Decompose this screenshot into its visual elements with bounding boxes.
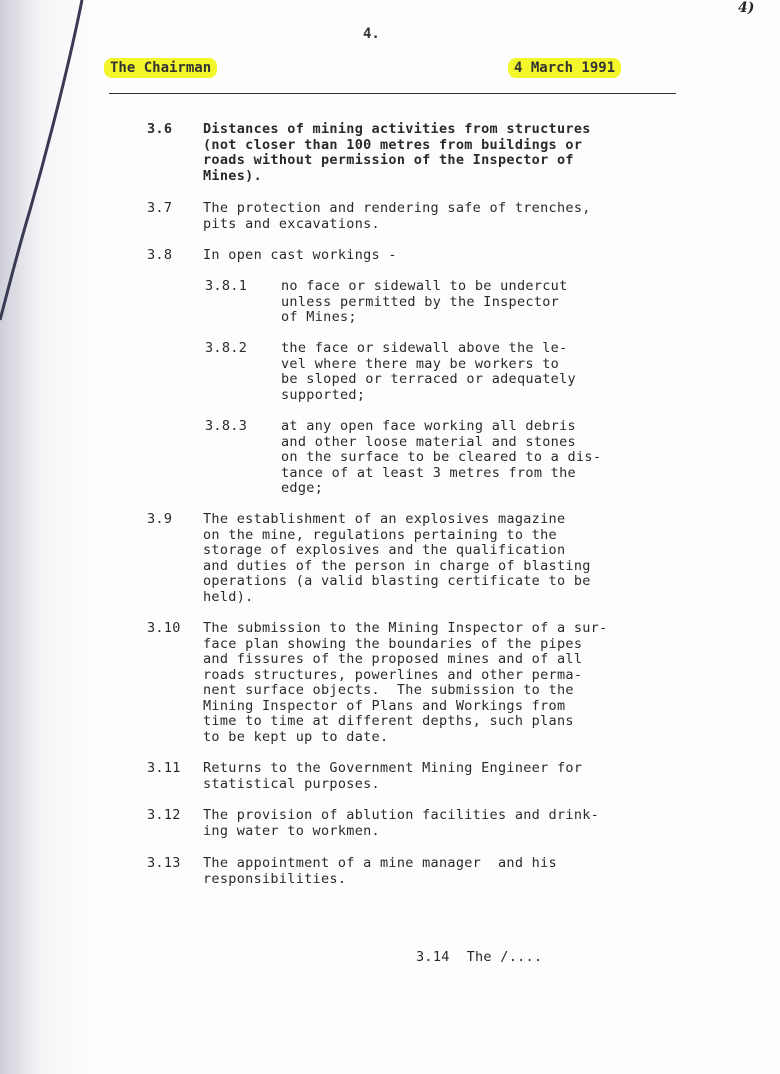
item-text: The appointment of a mine manager and his responsibilities. <box>203 855 557 887</box>
page-number: 4. <box>363 26 380 42</box>
item-text: Distances of mining activities from structures (not closer than 100 metres from buildings or roads without permission of the Inspector of Mines). <box>203 121 591 184</box>
item-text: the face or sidewall above the le- vel where there may be workers to be sloped or terraced or adequately supported; <box>281 340 576 403</box>
item-text: The submission to the Mining Inspector of a sur- face plan showing the boundaries of the pipes and fissures of the proposed mines and of all roads structures, powerlines and other perma- nent surface objects. The submission to the Mining Inspector of Plans and Workings from time to time at different depths, such plans to be kept up to date. <box>203 620 608 745</box>
item-number: 3.8 <box>147 247 173 263</box>
continuation-footer: 3.14 The /.... <box>416 949 543 965</box>
item-number: 3.7 <box>147 200 173 216</box>
item-number: 3.12 <box>147 807 181 823</box>
item-text: no face or sidewall to be undercut unless permitted by the Inspector of Mines; <box>281 278 568 325</box>
item-text: The establishment of an explosives magazine on the mine, regulations pertaining to the storage of explosives and the qualification and duties of the person in charge of blasting operations (a valid blasting certificate to be held). <box>203 511 591 605</box>
header-date: 4 March 1991 <box>508 58 621 78</box>
item-text: In open cast workings - <box>203 247 397 263</box>
item-number: 3.10 <box>147 620 181 636</box>
item-number: 3.8.1 <box>205 278 248 294</box>
item-text: at any open face working all debris and other loose material and stones on the surface to be cleared to a dis- tance of at least 3 metres from the edge; <box>281 418 602 496</box>
item-number: 3.6 <box>147 121 173 137</box>
header-recipient: The Chairman <box>104 58 217 78</box>
item-text: The provision of ablution facilities and drink- ing water to workmen. <box>203 807 600 839</box>
item-text: Returns to the Government Mining Engineer for statistical purposes. <box>203 760 583 792</box>
item-number: 3.8.3 <box>205 418 248 434</box>
item-text: The protection and rendering safe of trenches, pits and excavations. <box>203 200 591 232</box>
item-number: 3.8.2 <box>205 340 248 356</box>
corner-mark: 4) <box>738 0 755 16</box>
item-number: 3.13 <box>147 855 181 871</box>
item-number: 3.11 <box>147 760 181 776</box>
scan-shadow <box>0 0 90 1074</box>
item-number: 3.9 <box>147 511 173 527</box>
header-rule <box>109 93 676 94</box>
